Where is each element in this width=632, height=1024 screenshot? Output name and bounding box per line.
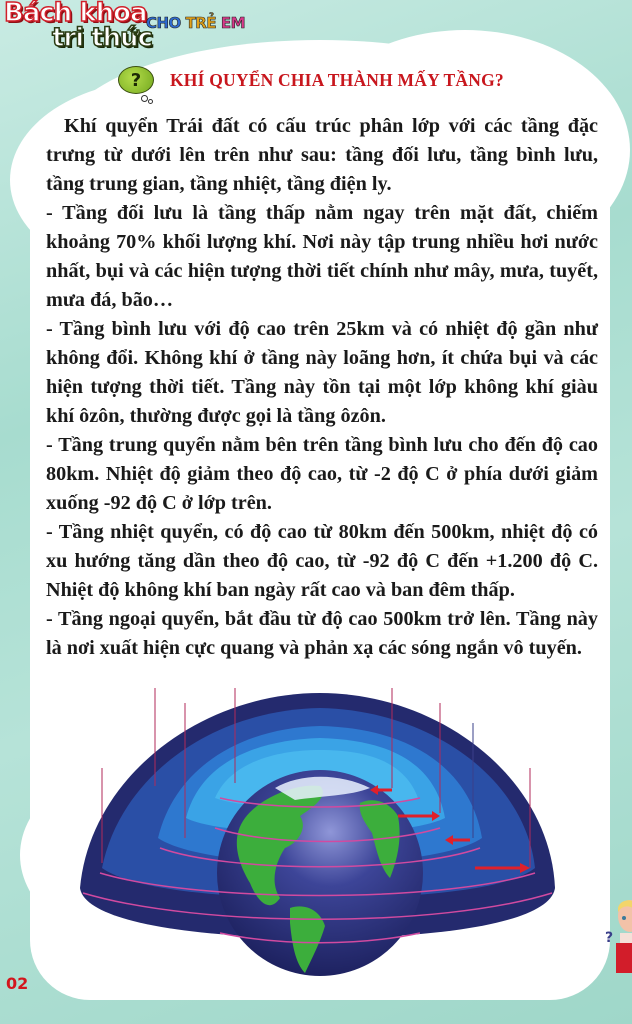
- cartoon-kid-icon: [616, 898, 632, 993]
- question-bubble-icon: [118, 66, 154, 94]
- paragraph-mesosphere: - Tầng trung quyển nằm bên trên tầng bình lưu cho đến độ cao 80km. Nhiệt độ giảm theo độ cao, từ -2 độ C ở phía dưới giảm xuống -92 độ C ở lớp trên.: [46, 434, 598, 514]
- question-glyph: ?: [130, 69, 142, 91]
- earth-atmosphere-icon: [80, 688, 560, 988]
- paragraph-intro: Khí quyển Trái đất có cấu trúc phân lớp với các tầng đặc trưng từ dưới lên trên như sau: tầng đối lưu, tầng bình lưu, tầng trung gian, tầng nhiệt, tầng điện ly.: [46, 115, 598, 195]
- page-number: 02: [6, 974, 29, 993]
- brand-sub-word: TRẺ: [180, 14, 217, 32]
- kid-question-mark: ?: [605, 930, 614, 946]
- paragraph-troposphere: - Tầng đối lưu là tầng thấp nằm ngay trên mặt đất, chiếm khoảng 70% khối lượng khí. Nơi này tập trung nhiều hơi nước nhất, bụi và các hiện tượng thời tiết chính như mây, mưa, tuyết, mưa đá, bão…: [46, 202, 598, 311]
- atmosphere-layers-illustration: [80, 688, 560, 988]
- brand-subtitle: [146, 14, 245, 32]
- brand-title-line1: Bách khoa: [4, 0, 147, 28]
- article-body: [46, 112, 598, 663]
- brand-title-line2: tri thức: [52, 23, 153, 53]
- paragraph-exosphere: - Tầng ngoại quyển, bắt đầu từ độ cao 500km trở lên. Tầng này là nơi xuất hiện cực quang và phản xạ các sóng ngắn vô tuyến.: [46, 608, 598, 659]
- brand-sub-word: CHO: [146, 14, 181, 32]
- brand-logo: [4, 0, 153, 53]
- section-heading: [118, 66, 504, 94]
- section-title: KHÍ QUYỂN CHIA THÀNH MẤY TẦNG?: [170, 69, 504, 90]
- brand-sub-word: EM: [216, 14, 245, 32]
- paragraph-stratosphere: - Tầng bình lưu với độ cao trên 25km và có nhiệt độ gần như không đổi. Không khí ở tầng này loãng hơn, ít chứa bụi và các hiện tượng thời tiết. Tầng này tồn tại một lớp không khí giàu khí ôzôn, thường được gọi là tầng ôzôn.: [46, 318, 598, 427]
- paragraph-thermosphere: - Tầng nhiệt quyển, có độ cao từ 80km đến 500km, nhiệt độ có xu hướng tăng dần theo độ cao, từ -92 độ C đến +1.200 độ C. Nhiệt độ không khí ban ngày rất cao và ban đêm thấp.: [46, 521, 598, 601]
